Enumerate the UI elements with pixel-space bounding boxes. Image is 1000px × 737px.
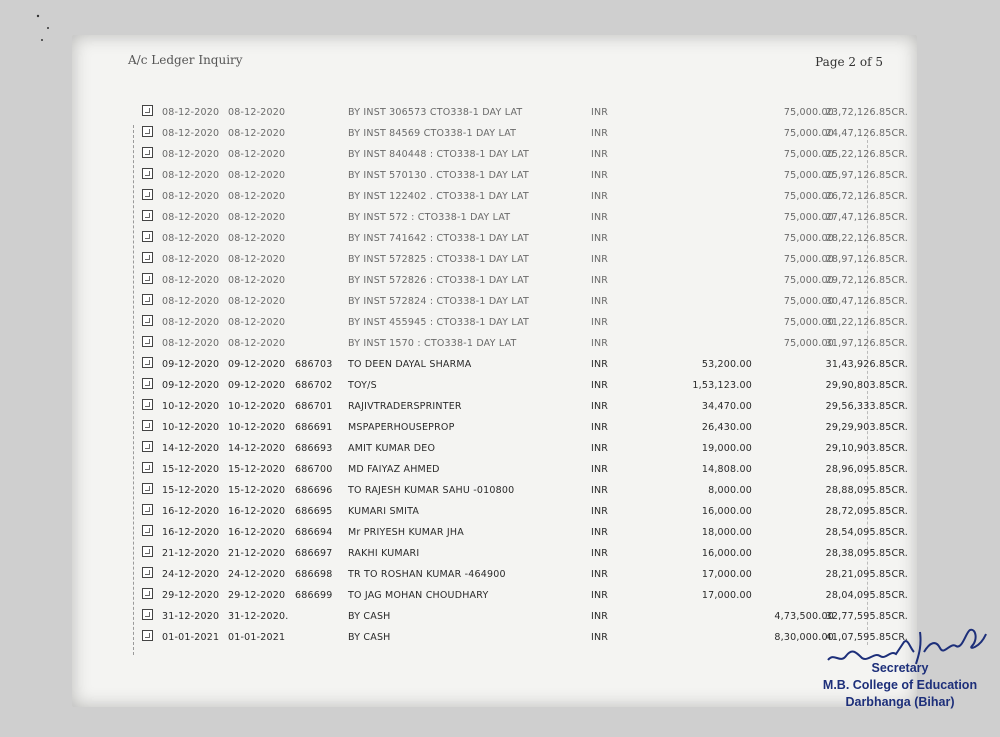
value-date: 10-12-2020 xyxy=(228,422,286,433)
currency: INR xyxy=(591,317,609,328)
debit-amount: 8,000.00 xyxy=(708,485,752,496)
value-date: 08-12-2020 xyxy=(228,212,286,223)
ledger-row xyxy=(142,250,908,271)
row-checkbox-icon[interactable] xyxy=(142,420,153,431)
description: TR TO ROSHAN KUMAR -464900 xyxy=(348,569,506,580)
txn-date: 10-12-2020 xyxy=(162,401,220,412)
row-checkbox-icon[interactable] xyxy=(142,504,153,515)
row-checkbox-icon[interactable] xyxy=(142,147,153,158)
debit-amount: 34,470.00 xyxy=(701,401,752,412)
value-date: 10-12-2020 xyxy=(228,401,286,412)
value-date: 08-12-2020 xyxy=(228,191,286,202)
currency: INR xyxy=(591,338,609,349)
currency: INR xyxy=(591,485,609,496)
ledger-row xyxy=(142,187,908,208)
ledger-row xyxy=(142,166,908,187)
ledger-row xyxy=(142,502,908,523)
balance: 29,29,903.85CR. xyxy=(825,422,908,433)
value-date: 21-12-2020 xyxy=(228,548,286,559)
description: BY INST 572826 : CTO338-1 DAY LAT xyxy=(348,275,530,286)
ledger-row xyxy=(142,124,908,145)
currency: INR xyxy=(591,149,609,160)
row-checkbox-icon[interactable] xyxy=(142,315,153,326)
cheque-number: 686699 xyxy=(295,590,333,601)
cheque-number: 686703 xyxy=(295,359,333,370)
currency: INR xyxy=(591,359,609,370)
debit-amount: 16,000.00 xyxy=(701,506,752,517)
stamp-line-2: M.B. College of Education xyxy=(822,678,978,692)
row-checkbox-icon[interactable] xyxy=(142,546,153,557)
ledger-row xyxy=(142,229,908,250)
txn-date: 09-12-2020 xyxy=(162,380,220,391)
description: TOY/S xyxy=(348,380,377,391)
txn-date: 16-12-2020 xyxy=(162,527,220,538)
row-checkbox-icon[interactable] xyxy=(142,336,153,347)
cheque-number: 686698 xyxy=(295,569,333,580)
txn-date: 24-12-2020 xyxy=(162,569,220,580)
value-date: 31-12-2020. xyxy=(228,611,289,622)
credit-amount: 8,30,000.00 xyxy=(774,632,834,643)
official-stamp xyxy=(820,660,980,720)
txn-date: 14-12-2020 xyxy=(162,443,220,454)
value-date: 08-12-2020 xyxy=(228,296,286,307)
row-checkbox-icon[interactable] xyxy=(142,126,153,137)
currency: INR xyxy=(591,632,609,643)
description: BY INST 1570 : CTO338-1 DAY LAT xyxy=(348,338,517,349)
credit-amount: 4,73,500.00 xyxy=(774,611,834,622)
currency: INR xyxy=(591,191,609,202)
cheque-number: 686702 xyxy=(295,380,333,391)
txn-date: 09-12-2020 xyxy=(162,359,220,370)
description: BY CASH xyxy=(348,611,391,622)
value-date: 24-12-2020 xyxy=(228,569,286,580)
currency: INR xyxy=(591,569,609,580)
balance: 28,88,095.85CR. xyxy=(825,485,908,496)
value-date: 08-12-2020 xyxy=(228,254,286,265)
credit-amount: 75,000.00 xyxy=(783,149,834,160)
balance: 28,38,095.85CR. xyxy=(825,548,908,559)
cheque-number: 686701 xyxy=(295,401,333,412)
cheque-number: 686691 xyxy=(295,422,333,433)
currency: INR xyxy=(591,548,609,559)
value-date: 14-12-2020 xyxy=(228,443,286,454)
balance: 28,97,126.85CR. xyxy=(825,254,908,265)
txn-date: 15-12-2020 xyxy=(162,485,220,496)
currency: INR xyxy=(591,212,609,223)
cheque-number: 686695 xyxy=(295,506,333,517)
description: TO DEEN DAYAL SHARMA xyxy=(348,359,472,370)
row-checkbox-icon[interactable] xyxy=(142,294,153,305)
ledger-row xyxy=(142,586,908,607)
value-date: 29-12-2020 xyxy=(228,590,286,601)
value-date: 09-12-2020 xyxy=(228,380,286,391)
description: TO JAG MOHAN CHOUDHARY xyxy=(348,590,489,601)
value-date: 08-12-2020 xyxy=(228,128,286,139)
currency: INR xyxy=(591,128,609,139)
value-date: 08-12-2020 xyxy=(228,233,286,244)
ledger-row xyxy=(142,439,908,460)
row-checkbox-icon[interactable] xyxy=(142,189,153,200)
margin-dashed-line xyxy=(133,125,135,655)
currency: INR xyxy=(591,611,609,622)
row-checkbox-icon[interactable] xyxy=(142,357,153,368)
credit-amount: 75,000.00 xyxy=(783,212,834,223)
row-checkbox-icon[interactable] xyxy=(142,462,153,473)
credit-amount: 75,000.00 xyxy=(783,128,834,139)
ledger-row xyxy=(142,313,908,334)
cheque-number: 686696 xyxy=(295,485,333,496)
value-date: 09-12-2020 xyxy=(228,359,286,370)
value-date: 01-01-2021 xyxy=(228,632,286,643)
row-checkbox-icon[interactable] xyxy=(142,441,153,452)
ledger-row xyxy=(142,145,908,166)
credit-amount: 75,000.00 xyxy=(783,254,834,265)
balance: 29,72,126.85CR. xyxy=(825,275,908,286)
row-checkbox-icon[interactable] xyxy=(142,609,153,620)
txn-date: 01-01-2021 xyxy=(162,632,220,643)
currency: INR xyxy=(591,464,609,475)
cheque-number: 686694 xyxy=(295,527,333,538)
currency: INR xyxy=(591,506,609,517)
description: RAKHI KUMARI xyxy=(348,548,420,559)
ledger-row xyxy=(142,334,908,355)
stamp-line-1: Secretary xyxy=(871,661,929,675)
description: BY INST 570130 . CTO338-1 DAY LAT xyxy=(348,170,529,181)
txn-date: 08-12-2020 xyxy=(162,212,220,223)
txn-date: 21-12-2020 xyxy=(162,548,220,559)
debit-amount: 26,430.00 xyxy=(701,422,752,433)
ledger-row xyxy=(142,481,908,502)
credit-amount: 75,000.00 xyxy=(783,317,834,328)
ledger-page xyxy=(72,35,917,707)
txn-date: 16-12-2020 xyxy=(162,506,220,517)
ledger-row xyxy=(142,418,908,439)
ledger-row xyxy=(142,397,908,418)
description: BY CASH xyxy=(348,632,391,643)
currency: INR xyxy=(591,443,609,454)
value-date: 15-12-2020 xyxy=(228,485,286,496)
value-date: 08-12-2020 xyxy=(228,170,286,181)
currency: INR xyxy=(591,254,609,265)
value-date: 08-12-2020 xyxy=(228,149,286,160)
txn-date: 08-12-2020 xyxy=(162,317,220,328)
txn-date: 15-12-2020 xyxy=(162,464,220,475)
ledger-row xyxy=(142,292,908,313)
balance: 24,47,126.85CR. xyxy=(825,128,908,139)
description: MSPAPERHOUSEPROP xyxy=(348,422,455,433)
ledger-row xyxy=(142,628,908,649)
cheque-number: 686697 xyxy=(295,548,333,559)
cheque-number: 686693 xyxy=(295,443,333,454)
debit-amount: 17,000.00 xyxy=(701,569,752,580)
credit-amount: 75,000.00 xyxy=(783,275,834,286)
value-date: 08-12-2020 xyxy=(228,317,286,328)
credit-amount: 75,000.00 xyxy=(783,296,834,307)
ledger-row xyxy=(142,607,908,628)
txn-date: 08-12-2020 xyxy=(162,275,220,286)
value-date: 16-12-2020 xyxy=(228,527,286,538)
row-checkbox-icon[interactable] xyxy=(142,210,153,221)
balance: 28,22,126.85CR. xyxy=(825,233,908,244)
row-checkbox-icon[interactable] xyxy=(142,168,153,179)
description: BY INST 572824 : CTO338-1 DAY LAT xyxy=(348,296,530,307)
txn-date: 08-12-2020 xyxy=(162,338,220,349)
ledger-row xyxy=(142,376,908,397)
balance: 28,96,095.85CR. xyxy=(825,464,908,475)
ledger-row xyxy=(142,565,908,586)
description: BY INST 741642 : CTO338-1 DAY LAT xyxy=(348,233,530,244)
balance: 31,22,126.85CR. xyxy=(825,317,908,328)
ledger-row xyxy=(142,208,908,229)
ledger-table xyxy=(142,103,908,649)
txn-date: 10-12-2020 xyxy=(162,422,220,433)
balance: 31,97,126.85CR. xyxy=(825,338,908,349)
balance: 28,54,095.85CR. xyxy=(825,527,908,538)
credit-amount: 75,000.00 xyxy=(783,191,834,202)
cheque-number: 686700 xyxy=(295,464,333,475)
currency: INR xyxy=(591,296,609,307)
description: BY INST 840448 : CTO338-1 DAY LAT xyxy=(348,149,530,160)
balance: 27,47,126.85CR. xyxy=(825,212,908,223)
debit-amount: 19,000.00 xyxy=(701,443,752,454)
txn-date: 08-12-2020 xyxy=(162,107,220,118)
description: RAJIVTRADERSPRINTER xyxy=(348,401,462,412)
row-checkbox-icon[interactable] xyxy=(142,378,153,389)
balance: 29,10,903.85CR. xyxy=(825,443,908,454)
description: AMIT KUMAR DEO xyxy=(348,443,436,454)
currency: INR xyxy=(591,590,609,601)
balance: 30,47,126.85CR. xyxy=(825,296,908,307)
balance: 26,72,126.85CR. xyxy=(825,191,908,202)
currency: INR xyxy=(591,275,609,286)
description: BY INST 306573 CTO338-1 DAY LAT xyxy=(348,107,523,118)
balance: 41,07,595.85CR. xyxy=(825,632,908,643)
description: KUMARI SMITA xyxy=(348,506,420,517)
row-checkbox-icon[interactable] xyxy=(142,252,153,263)
row-checkbox-icon[interactable] xyxy=(142,399,153,410)
value-date: 08-12-2020 xyxy=(228,107,286,118)
description: BY INST 455945 : CTO338-1 DAY LAT xyxy=(348,317,530,328)
txn-date: 31-12-2020 xyxy=(162,611,220,622)
txn-date: 08-12-2020 xyxy=(162,149,220,160)
debit-amount: 53,200.00 xyxy=(701,359,752,370)
debit-amount: 1,53,123.00 xyxy=(692,380,752,391)
ledger-row xyxy=(142,544,908,565)
currency: INR xyxy=(591,401,609,412)
currency: INR xyxy=(591,170,609,181)
value-date: 15-12-2020 xyxy=(228,464,286,475)
row-checkbox-icon[interactable] xyxy=(142,588,153,599)
balance: 28,72,095.85CR. xyxy=(825,506,908,517)
ledger-row xyxy=(142,271,908,292)
row-checkbox-icon[interactable] xyxy=(142,231,153,242)
txn-date: 08-12-2020 xyxy=(162,191,220,202)
credit-amount: 75,000.00 xyxy=(783,233,834,244)
balance: 29,90,803.85CR. xyxy=(825,380,908,391)
debit-amount: 18,000.00 xyxy=(701,527,752,538)
row-checkbox-icon[interactable] xyxy=(142,630,153,641)
balance: 25,97,126.85CR. xyxy=(825,170,908,181)
currency: INR xyxy=(591,422,609,433)
description: BY INST 84569 CTO338-1 DAY LAT xyxy=(348,128,517,139)
ledger-row xyxy=(142,355,908,376)
description: TO RAJESH KUMAR SAHU -010800 xyxy=(348,485,515,496)
debit-amount: 14,808.00 xyxy=(701,464,752,475)
ledger-row xyxy=(142,460,908,481)
balance: 29,56,333.85CR. xyxy=(825,401,908,412)
value-date: 08-12-2020 xyxy=(228,275,286,286)
txn-date: 08-12-2020 xyxy=(162,170,220,181)
balance: 23,72,126.85CR. xyxy=(825,107,908,118)
balance: 31,43,926.85CR. xyxy=(825,359,908,370)
balance: 28,21,095.85CR. xyxy=(825,569,908,580)
credit-amount: 75,000.00 xyxy=(783,170,834,181)
ledger-row xyxy=(142,523,908,544)
currency: INR xyxy=(591,233,609,244)
description: Mr PRIYESH KUMAR JHA xyxy=(348,527,464,538)
description: BY INST 572825 : CTO338-1 DAY LAT xyxy=(348,254,530,265)
balance: 32,77,595.85CR. xyxy=(825,611,908,622)
page-number: Page 2 of 5 xyxy=(815,55,883,69)
txn-date: 08-12-2020 xyxy=(162,128,220,139)
txn-date: 08-12-2020 xyxy=(162,296,220,307)
ledger-row xyxy=(142,103,908,124)
stamp-line-3: Darbhanga (Bihar) xyxy=(845,695,955,709)
txn-date: 08-12-2020 xyxy=(162,254,220,265)
currency: INR xyxy=(591,107,609,118)
description: BY INST 572 : CTO338-1 DAY LAT xyxy=(348,212,511,223)
page-title: A/c Ledger Inquiry xyxy=(128,53,243,67)
debit-amount: 17,000.00 xyxy=(701,590,752,601)
description: BY INST 122402 . CTO338-1 DAY LAT xyxy=(348,191,529,202)
txn-date: 29-12-2020 xyxy=(162,590,220,601)
debit-amount: 16,000.00 xyxy=(701,548,752,559)
value-date: 16-12-2020 xyxy=(228,506,286,517)
balance: 25,22,126.85CR. xyxy=(825,149,908,160)
scan-specks xyxy=(30,8,70,48)
credit-amount: 75,000.00 xyxy=(783,107,834,118)
row-checkbox-icon[interactable] xyxy=(142,105,153,116)
row-checkbox-icon[interactable] xyxy=(142,525,153,536)
credit-amount: 75,000.00 xyxy=(783,338,834,349)
description: MD FAIYAZ AHMED xyxy=(348,464,440,475)
currency: INR xyxy=(591,527,609,538)
balance: 28,04,095.85CR. xyxy=(825,590,908,601)
txn-date: 08-12-2020 xyxy=(162,233,220,244)
value-date: 08-12-2020 xyxy=(228,338,286,349)
currency: INR xyxy=(591,380,609,391)
row-checkbox-icon[interactable] xyxy=(142,567,153,578)
row-checkbox-icon[interactable] xyxy=(142,273,153,284)
row-checkbox-icon[interactable] xyxy=(142,483,153,494)
